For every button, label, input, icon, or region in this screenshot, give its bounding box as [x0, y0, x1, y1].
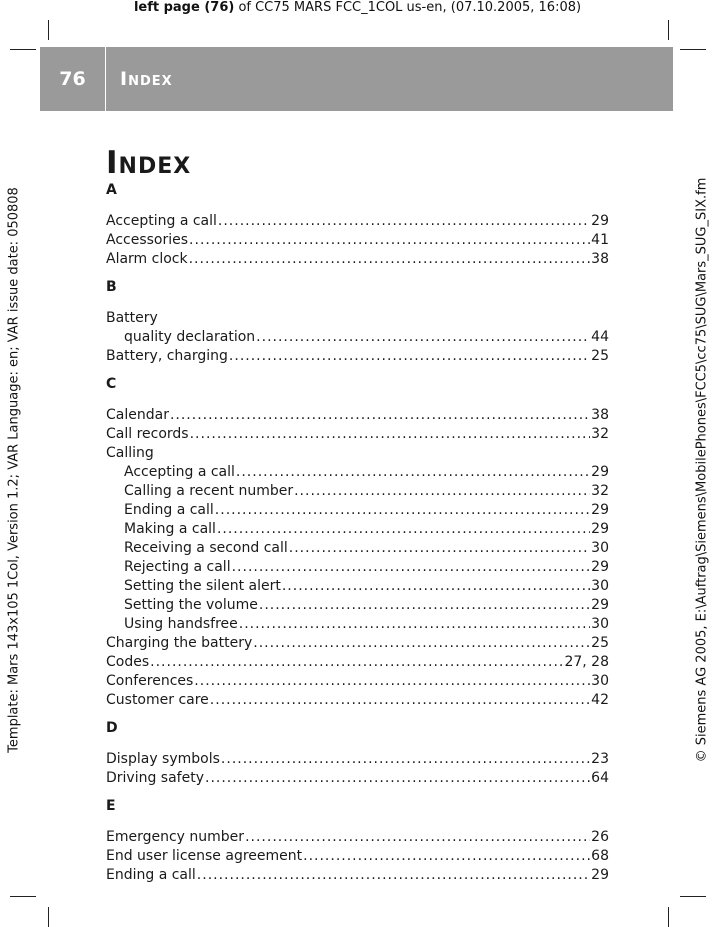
index-letter-heading: E [106, 798, 116, 814]
entry-page-number: 30 [591, 578, 609, 594]
leader-dots [194, 672, 590, 691]
index-letter-heading: A [106, 182, 117, 198]
leader-dots [190, 425, 591, 444]
index-entry [106, 866, 609, 885]
index-entry [106, 691, 609, 710]
index-subentry [106, 482, 609, 501]
leader-dots [221, 750, 590, 769]
leader-dots [189, 231, 590, 250]
index-subentry [106, 328, 609, 347]
index-subentry [106, 577, 609, 596]
entry-label: Calling a recent number [124, 483, 294, 499]
entry-label: End user license agreement [106, 848, 303, 864]
entry-label: Accepting a call [106, 213, 217, 229]
entry-label: Using handsfree [124, 616, 238, 632]
index-entry [106, 634, 609, 653]
print-slug [0, 0, 715, 16]
leader-dots [236, 463, 590, 482]
index-entry [106, 347, 609, 366]
entry-label: Battery, charging [106, 348, 228, 364]
index-entry [106, 212, 609, 231]
entry-page-number: 29 [591, 521, 609, 537]
index-letter-heading: C [106, 376, 117, 392]
crop-mark [680, 896, 706, 897]
index-entry [106, 425, 609, 444]
index-entry [106, 769, 609, 788]
leader-dots [282, 577, 590, 596]
slug-details: of CC75 MARS FCC_1COL us-en, (07.10.2005, 16:08) [234, 0, 582, 15]
leader-dots [259, 596, 590, 615]
leader-dots [256, 328, 590, 347]
entry-label: quality declaration [124, 329, 256, 345]
index-entry [106, 847, 609, 866]
leader-dots [205, 769, 590, 788]
leader-dots [232, 558, 591, 577]
entry-page-number: 30 [591, 616, 609, 632]
leader-dots [245, 828, 590, 847]
index-subentry [106, 615, 609, 634]
leader-dots [210, 691, 590, 710]
index-list [106, 181, 609, 885]
index-subentry [106, 558, 609, 577]
leader-dots [229, 347, 590, 366]
entry-page-number: 41 [591, 232, 609, 248]
index-subentry [106, 463, 609, 482]
entry-page-number: 25 [591, 635, 609, 651]
leader-dots [217, 520, 590, 539]
entry-page-number: 25 [591, 348, 609, 364]
leader-dots [170, 406, 590, 425]
template-info: Template: Mars 143x105 1Col, Version 1.2; VAR Language: en; VAR issue date: 050808 [6, 187, 22, 753]
entry-page-number: 64 [591, 770, 609, 786]
index-subentry [106, 596, 609, 615]
entry-label: Alarm clock [106, 251, 188, 267]
section-gap [106, 710, 609, 719]
entry-label: Conferences [106, 673, 194, 689]
index-letter-heading: B [106, 279, 117, 295]
leader-dots [150, 653, 563, 672]
section-gap [106, 269, 609, 278]
entry-label: Display symbols [106, 751, 220, 767]
index-letter-heading: D [106, 720, 118, 736]
copyright-path: © Siemens AG 2005, E:\Auftrag\Siemens\MobilePhones\FCC5\cc75\SUG\Mars_SUG_SIX.fm [694, 177, 710, 763]
entry-label: Call records [106, 426, 189, 442]
index-subentry [106, 539, 609, 558]
index-entry [106, 231, 609, 250]
entry-page-number: 29 [591, 213, 609, 229]
entry-page-number: 44 [591, 329, 609, 345]
crop-mark [10, 49, 36, 50]
index-entry [106, 406, 609, 425]
leader-dots [294, 482, 590, 501]
index-subentry [106, 520, 609, 539]
leader-dots [197, 866, 590, 885]
entry-page-number: 38 [591, 251, 609, 267]
entry-page-number: 38 [591, 407, 609, 423]
entry-page-number: 30 [591, 540, 609, 556]
entry-page-number: 68 [591, 848, 609, 864]
index-entry [106, 750, 609, 769]
index-entry [106, 309, 609, 328]
index-entry [106, 653, 609, 672]
entry-label: Accepting a call [124, 464, 235, 480]
index-entry [106, 250, 609, 269]
entry-label: Ending a call [106, 867, 196, 883]
entry-page-number: 32 [591, 426, 609, 442]
index-entry [106, 672, 609, 691]
entry-label: Codes [106, 654, 150, 670]
index-entry [106, 444, 609, 463]
entry-label: Setting the volume [124, 597, 258, 613]
entry-page-number: 32 [591, 483, 609, 499]
entry-label: Calendar [106, 407, 169, 423]
page-title: Index [106, 145, 192, 181]
crop-mark [680, 49, 706, 50]
entry-label: Making a call [124, 521, 216, 537]
leader-dots [239, 615, 590, 634]
entry-page-number: 26 [591, 829, 609, 845]
entry-label: Customer care [106, 692, 209, 708]
section-gap [106, 366, 609, 375]
entry-page-number: 29 [591, 597, 609, 613]
index-entry [106, 828, 609, 847]
entry-label: Charging the battery [106, 635, 253, 651]
leader-dots [303, 847, 590, 866]
leader-dots [189, 250, 591, 269]
entry-page-number: 23 [591, 751, 609, 767]
entry-page-number: 27, 28 [564, 654, 609, 670]
entry-page-number: 29 [591, 867, 609, 883]
entry-page-number: 29 [591, 464, 609, 480]
entry-page-number: 42 [591, 692, 609, 708]
section-gap [106, 788, 609, 797]
entry-page-number: 30 [591, 673, 609, 689]
entry-label: Setting the silent alert [124, 578, 281, 594]
index-subentry [106, 501, 609, 520]
entry-label: Emergency number [106, 829, 245, 845]
leader-dots [215, 501, 590, 520]
crop-mark [668, 907, 669, 927]
entry-page-number: 29 [591, 502, 609, 518]
entry-label: Battery [106, 310, 158, 326]
slug-page-label: left page (76) [133, 0, 235, 15]
entry-label: Rejecting a call [124, 559, 231, 575]
header-title: Index [106, 47, 673, 111]
crop-mark [48, 20, 49, 40]
crop-mark [668, 20, 669, 40]
entry-label: Ending a call [124, 502, 214, 518]
crop-mark [48, 907, 49, 927]
leader-dots [218, 212, 590, 231]
crop-mark [10, 896, 36, 897]
entry-page-number: 29 [591, 559, 609, 575]
entry-label: Driving safety [106, 770, 204, 786]
leader-dots [253, 634, 590, 653]
entry-label: Accessories [106, 232, 189, 248]
entry-label: Receiving a second call [124, 540, 288, 556]
entry-label: Calling [106, 445, 154, 461]
header-page-number: 76 [40, 47, 105, 111]
leader-dots [289, 539, 590, 558]
